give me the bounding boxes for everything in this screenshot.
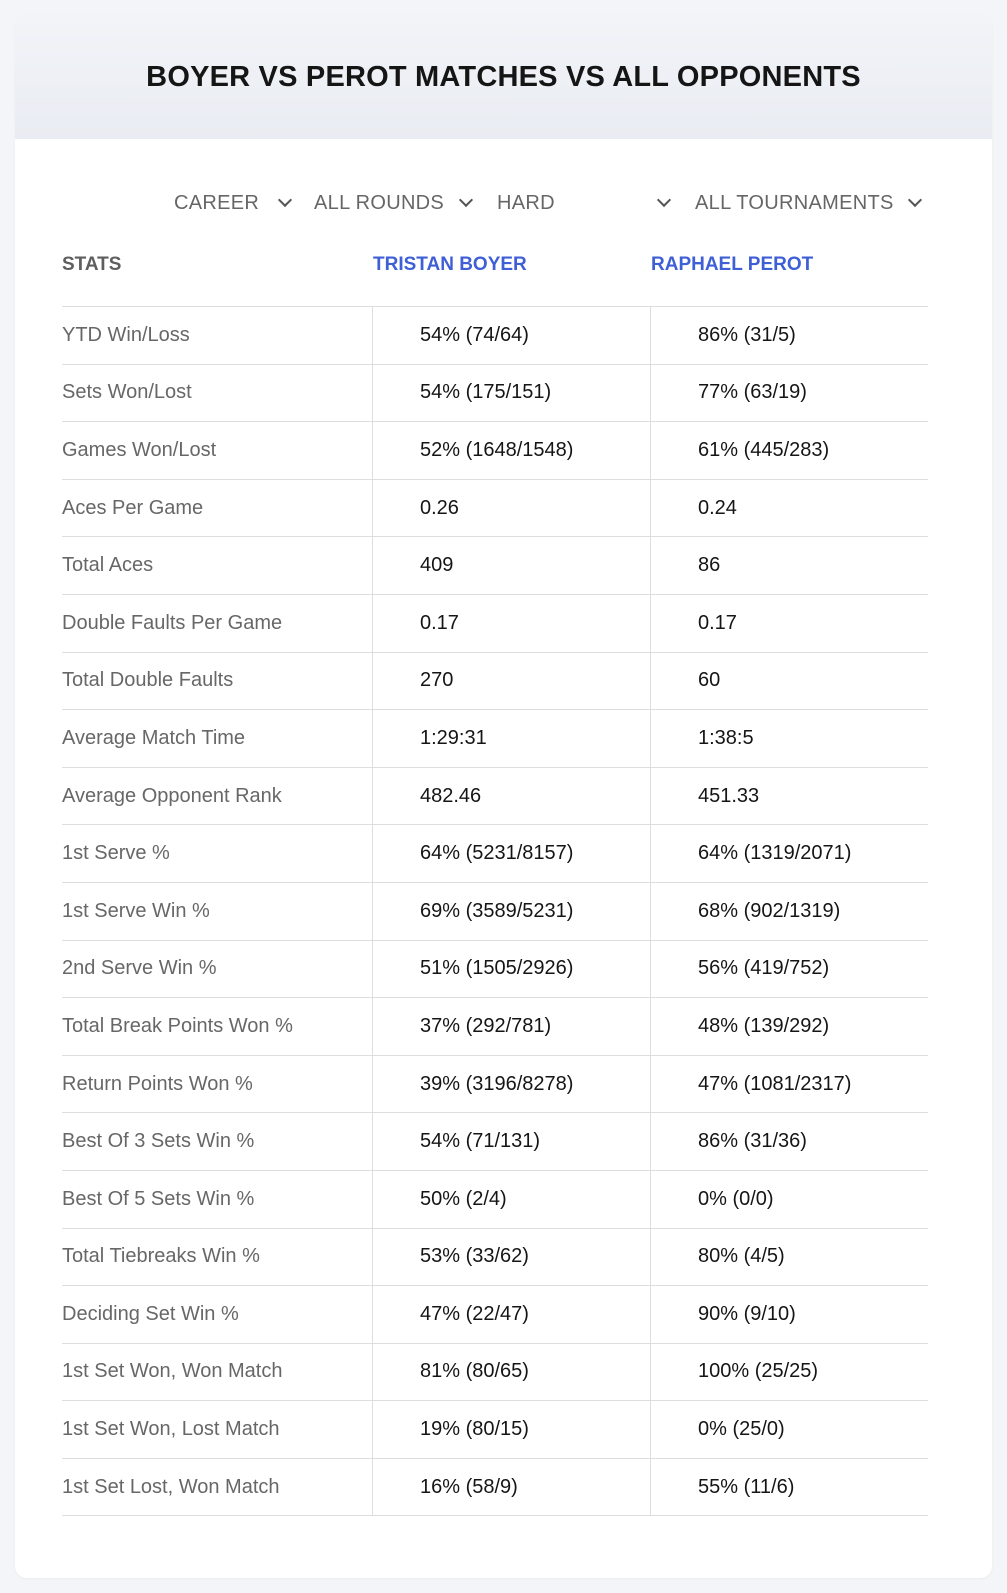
stat-label: 1st Serve % bbox=[62, 842, 170, 865]
column-divider bbox=[372, 537, 373, 594]
player1-value: 0.26 bbox=[420, 496, 459, 519]
player2-value: 61% (445/283) bbox=[698, 438, 830, 461]
player2-value: 0.17 bbox=[698, 611, 737, 634]
column-divider bbox=[650, 1344, 651, 1401]
column-divider bbox=[372, 1344, 373, 1401]
stat-label: Double Faults Per Game bbox=[62, 611, 283, 634]
column-divider bbox=[650, 480, 651, 537]
surface-filter-dropdown[interactable] bbox=[497, 185, 677, 221]
player2-value: 47% (1081/2317) bbox=[698, 1072, 852, 1095]
table-row bbox=[62, 825, 928, 883]
column-divider bbox=[372, 365, 373, 422]
player1-column-header[interactable]: TRISTAN BOYER bbox=[373, 254, 527, 275]
column-divider bbox=[650, 998, 651, 1055]
column-divider bbox=[650, 1229, 651, 1286]
player2-value: 48% (139/292) bbox=[698, 1014, 830, 1037]
table-row bbox=[62, 1344, 928, 1402]
column-divider bbox=[372, 595, 373, 652]
column-divider bbox=[650, 1171, 651, 1228]
player2-value: 86% (31/36) bbox=[698, 1130, 807, 1153]
player1-value: 1:29:31 bbox=[420, 726, 487, 749]
table-row bbox=[62, 307, 928, 365]
column-divider bbox=[372, 1113, 373, 1170]
player1-value: 270 bbox=[420, 669, 454, 692]
player2-value: 68% (902/1319) bbox=[698, 899, 841, 922]
table-row bbox=[62, 1229, 928, 1287]
table-row bbox=[62, 1459, 928, 1517]
stat-label: 1st Set Won, Won Match bbox=[62, 1360, 283, 1383]
column-divider bbox=[650, 1459, 651, 1516]
column-divider bbox=[372, 998, 373, 1055]
page-title: BOYER VS PEROT MATCHES VS ALL OPPONENTS bbox=[146, 60, 861, 93]
table-row bbox=[62, 1401, 928, 1459]
column-divider bbox=[650, 653, 651, 710]
player2-value: 451.33 bbox=[698, 784, 760, 807]
player2-value: 56% (419/752) bbox=[698, 957, 830, 980]
player1-value: 69% (3589/5231) bbox=[420, 899, 574, 922]
table-row bbox=[62, 768, 928, 826]
player1-value: 409 bbox=[420, 554, 454, 577]
player2-value: 86% (31/5) bbox=[698, 323, 796, 346]
player2-value: 60 bbox=[698, 669, 721, 692]
column-divider bbox=[372, 1056, 373, 1113]
column-divider bbox=[650, 1286, 651, 1343]
table-row bbox=[62, 998, 928, 1056]
column-divider bbox=[372, 883, 373, 940]
stat-label: 1st Set Won, Lost Match bbox=[62, 1418, 280, 1441]
column-divider bbox=[650, 1056, 651, 1113]
player1-value: 81% (80/65) bbox=[420, 1360, 529, 1383]
player2-value: 1:38:5 bbox=[698, 726, 754, 749]
player1-value: 51% (1505/2926) bbox=[420, 957, 574, 980]
column-divider bbox=[650, 307, 651, 364]
filter-bar bbox=[15, 185, 992, 221]
table-row bbox=[62, 480, 928, 538]
player1-value: 0.17 bbox=[420, 611, 459, 634]
stat-label: Best Of 5 Sets Win % bbox=[62, 1187, 255, 1210]
column-divider bbox=[650, 365, 651, 422]
stat-label: Total Aces bbox=[62, 554, 154, 577]
stats-column-header: STATS bbox=[62, 254, 122, 275]
table-row bbox=[62, 653, 928, 711]
player1-value: 16% (58/9) bbox=[420, 1475, 518, 1498]
player2-value: 64% (1319/2071) bbox=[698, 842, 852, 865]
column-divider bbox=[650, 595, 651, 652]
rounds-filter-label: ALL ROUNDS bbox=[314, 191, 445, 214]
table-row bbox=[62, 710, 928, 768]
tournaments-filter-dropdown[interactable] bbox=[695, 185, 930, 221]
column-divider bbox=[372, 307, 373, 364]
table-row bbox=[62, 595, 928, 653]
stat-label: 2nd Serve Win % bbox=[62, 957, 217, 980]
column-divider bbox=[650, 710, 651, 767]
stats-table bbox=[62, 248, 928, 1516]
player1-value: 19% (80/15) bbox=[420, 1418, 529, 1441]
rounds-filter-dropdown[interactable] bbox=[314, 185, 474, 221]
column-divider bbox=[372, 825, 373, 882]
player2-value: 0% (25/0) bbox=[698, 1418, 785, 1441]
stats-card bbox=[15, 15, 992, 1578]
column-divider bbox=[372, 941, 373, 998]
player2-value: 55% (11/6) bbox=[698, 1475, 795, 1498]
column-divider bbox=[650, 768, 651, 825]
table-row bbox=[62, 1171, 928, 1229]
table-row bbox=[62, 422, 928, 480]
column-divider bbox=[372, 1401, 373, 1458]
player2-value: 77% (63/19) bbox=[698, 381, 807, 404]
stat-label: Total Double Faults bbox=[62, 669, 234, 692]
table-row bbox=[62, 365, 928, 423]
table-header bbox=[62, 248, 928, 307]
table-row bbox=[62, 537, 928, 595]
column-divider bbox=[372, 1286, 373, 1343]
table-row bbox=[62, 883, 928, 941]
table-row bbox=[62, 1056, 928, 1114]
player2-value: 80% (4/5) bbox=[698, 1245, 785, 1268]
player2-value: 100% (25/25) bbox=[698, 1360, 819, 1383]
chevron-down-icon bbox=[908, 193, 922, 207]
table-row bbox=[62, 941, 928, 999]
player1-value: 53% (33/62) bbox=[420, 1245, 529, 1268]
player2-value: 90% (9/10) bbox=[698, 1302, 796, 1325]
column-divider bbox=[650, 1401, 651, 1458]
stat-label: Best Of 3 Sets Win % bbox=[62, 1130, 255, 1153]
stat-label: Aces Per Game bbox=[62, 496, 204, 519]
chevron-down-icon bbox=[459, 193, 473, 207]
column-divider bbox=[650, 941, 651, 998]
player1-value: 54% (175/151) bbox=[420, 381, 552, 404]
column-divider bbox=[650, 422, 651, 479]
player2-value: 86 bbox=[698, 554, 721, 577]
column-divider bbox=[650, 825, 651, 882]
player1-value: 39% (3196/8278) bbox=[420, 1072, 574, 1095]
column-divider bbox=[372, 1229, 373, 1286]
stat-label: Total Break Points Won % bbox=[62, 1014, 293, 1037]
column-divider bbox=[372, 710, 373, 767]
stat-label: Total Tiebreaks Win % bbox=[62, 1245, 260, 1268]
column-divider bbox=[650, 883, 651, 940]
chevron-down-icon bbox=[278, 193, 292, 207]
player1-value: 37% (292/781) bbox=[420, 1014, 552, 1037]
column-divider bbox=[650, 537, 651, 594]
stat-label: Average Opponent Rank bbox=[62, 784, 282, 807]
stat-label: Average Match Time bbox=[62, 726, 246, 749]
player2-value: 0% (0/0) bbox=[698, 1187, 774, 1210]
chevron-down-icon bbox=[657, 193, 671, 207]
table-row bbox=[62, 1113, 928, 1171]
player2-value: 0.24 bbox=[698, 496, 737, 519]
stat-label: Deciding Set Win % bbox=[62, 1302, 239, 1325]
table-row bbox=[62, 1286, 928, 1344]
column-divider bbox=[372, 768, 373, 825]
stat-label: Games Won/Lost bbox=[62, 438, 217, 461]
surface-filter-label: HARD bbox=[497, 191, 555, 214]
player1-value: 50% (2/4) bbox=[420, 1187, 507, 1210]
stat-label: Sets Won/Lost bbox=[62, 381, 192, 404]
column-divider bbox=[372, 1459, 373, 1516]
table-body bbox=[62, 307, 928, 1516]
card-header bbox=[15, 15, 992, 139]
column-divider bbox=[372, 1171, 373, 1228]
player1-value: 52% (1648/1548) bbox=[420, 438, 574, 461]
career-filter-dropdown[interactable] bbox=[174, 185, 294, 221]
career-filter-label: CAREER bbox=[174, 191, 260, 214]
player1-value: 64% (5231/8157) bbox=[420, 842, 574, 865]
stat-label: YTD Win/Loss bbox=[62, 323, 190, 346]
player2-column-header[interactable]: RAPHAEL PEROT bbox=[651, 254, 814, 275]
tournaments-filter-label: ALL TOURNAMENTS bbox=[695, 191, 894, 214]
player1-value: 54% (71/131) bbox=[420, 1130, 541, 1153]
stat-label: Return Points Won % bbox=[62, 1072, 253, 1095]
player1-value: 482.46 bbox=[420, 784, 482, 807]
column-divider bbox=[372, 480, 373, 537]
column-divider bbox=[372, 653, 373, 710]
column-divider bbox=[650, 1113, 651, 1170]
player1-value: 47% (22/47) bbox=[420, 1302, 529, 1325]
stat-label: 1st Set Lost, Won Match bbox=[62, 1475, 280, 1498]
player1-value: 54% (74/64) bbox=[420, 323, 529, 346]
column-divider bbox=[372, 422, 373, 479]
stat-label: 1st Serve Win % bbox=[62, 899, 210, 922]
